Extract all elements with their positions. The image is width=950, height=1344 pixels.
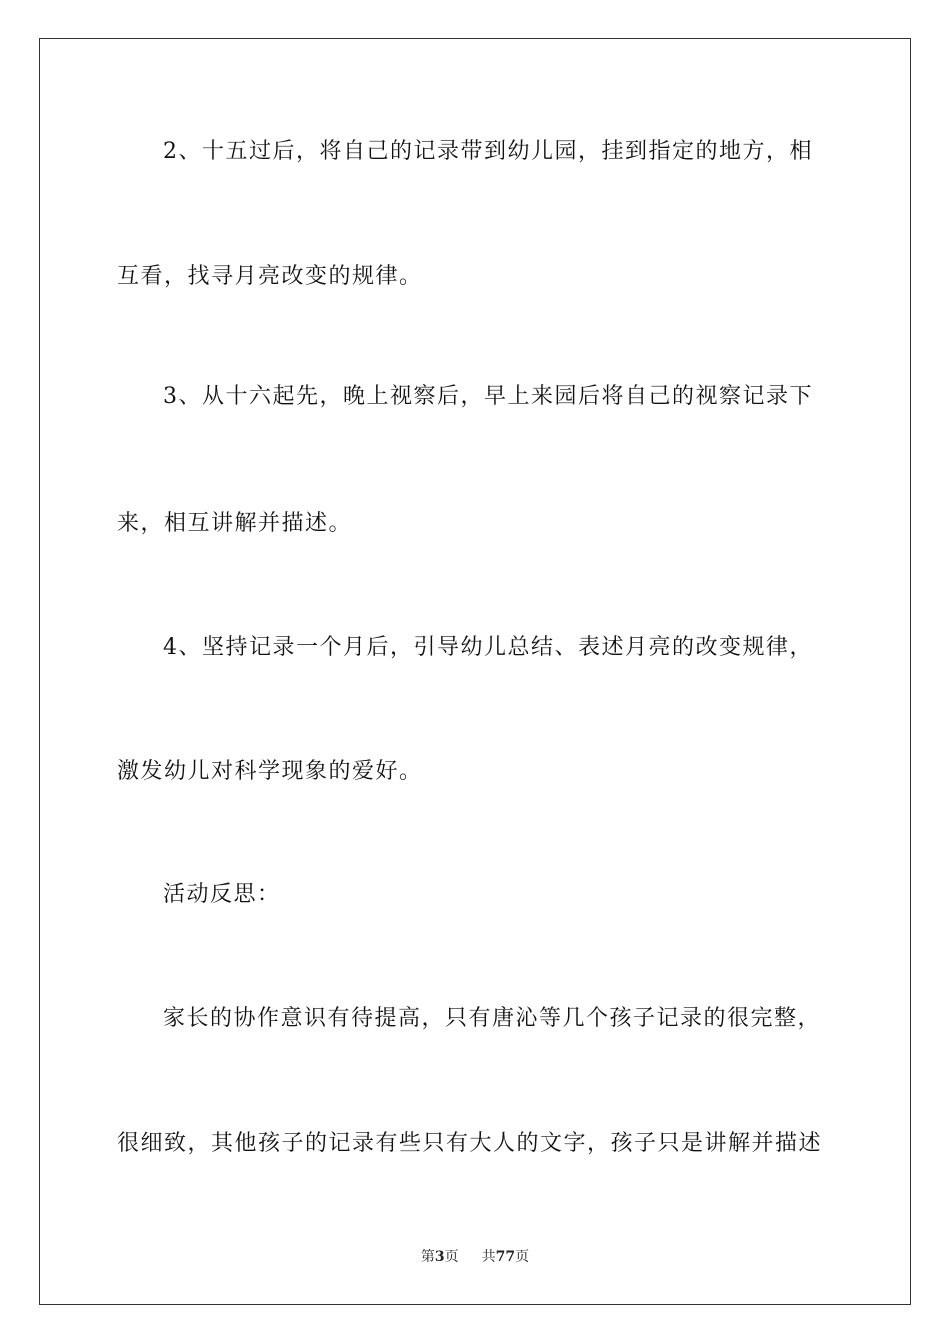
paragraph-line-5: 4、坚持记录一个月后，引导幼儿总结、表述月亮的改变规律，: [163, 635, 813, 660]
paragraph-line-4: 来，相互讲解并描述。: [117, 511, 353, 536]
paragraph-line-6: 激发幼儿对科学现象的爱好。: [117, 759, 423, 784]
section-heading-reflection: 活动反思：: [163, 882, 281, 907]
paragraph-line-9: 很细致，其他孩子的记录有些只有大人的文字，孩子只是讲解并描述: [117, 1131, 823, 1156]
page-indicator: 第3页: [420, 1249, 459, 1265]
paragraph-line-1: 2、十五过后，将自己的记录带到幼儿园，挂到指定的地方，相: [163, 139, 813, 164]
paragraph-line-8: 家长的协作意识有待提高，只有唐沁等几个孩子记录的很完整，: [163, 1006, 822, 1031]
page-frame: [39, 38, 911, 1305]
paragraph-line-3: 3、从十六起先，晚上视察后，早上来园后将自己的视察记录下: [163, 384, 813, 409]
page-footer: [0, 1248, 950, 1266]
paragraph-line-2: 互看，找寻月亮改变的规律。: [117, 264, 423, 289]
total-pages-indicator: 共77页: [481, 1249, 530, 1265]
page-number: 3: [434, 1249, 445, 1265]
total-pages-number: 77: [495, 1249, 516, 1265]
